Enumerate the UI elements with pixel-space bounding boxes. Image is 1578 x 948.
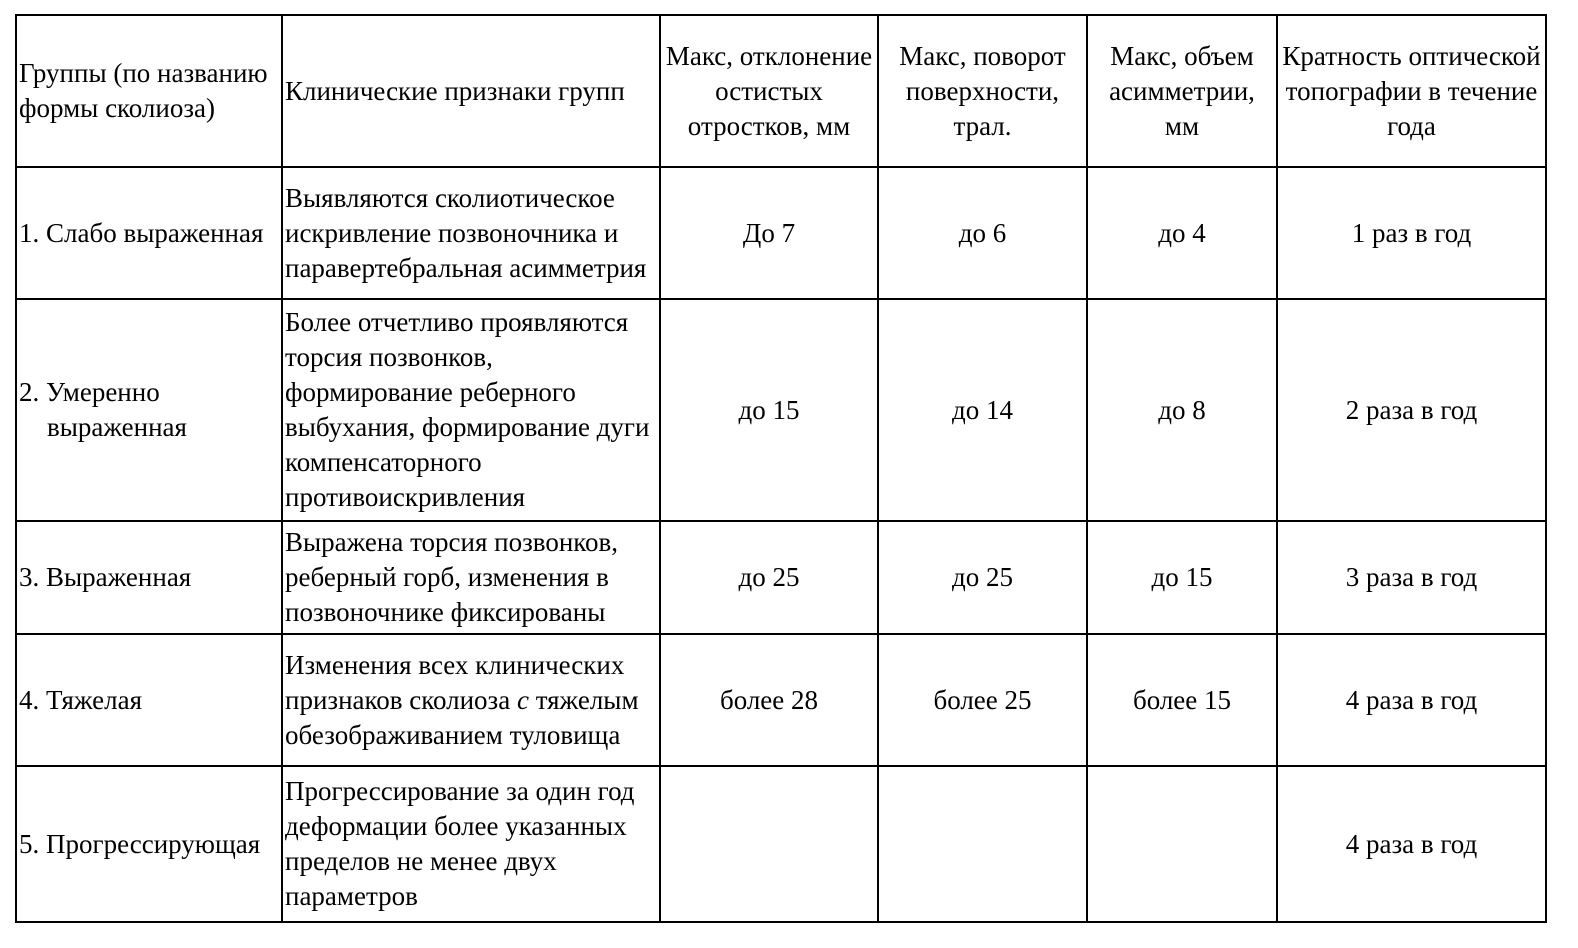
rotation-cell: [878, 766, 1087, 922]
table-row: [16, 299, 1546, 521]
volume-cell: до 4: [1087, 167, 1277, 299]
header-frequency: Кратность оптической топографии в течение года: [1277, 15, 1546, 167]
deviation-cell: до 15: [660, 299, 878, 521]
deviation-cell: более 28: [660, 634, 878, 766]
table-row: [16, 766, 1546, 922]
group-cell: [16, 299, 282, 521]
header-volume: Макс, объем асимметрии, мм: [1087, 15, 1277, 167]
frequency-cell: 2 раза в год: [1277, 299, 1546, 521]
signs-text-end: тяжелым обезображиванием туловища: [285, 684, 639, 750]
signs-cell: [282, 634, 660, 766]
table-row: [16, 634, 1546, 766]
table-row: [16, 167, 1546, 299]
frequency-cell: 3 раза в год: [1277, 521, 1546, 634]
rotation-cell: до 6: [878, 167, 1087, 299]
deviation-cell: [660, 766, 878, 922]
signs-cell: Прогрессирование за один год деформации более указанных пределов не менее двух параметров: [282, 766, 660, 922]
group-cell: 1. Слабо выраженная: [16, 167, 282, 299]
rotation-cell: до 14: [878, 299, 1087, 521]
volume-cell: более 15: [1087, 634, 1277, 766]
group-cell: 3. Выраженная: [16, 521, 282, 634]
header-group: Группы (по названию формы сколиоза): [16, 15, 282, 167]
group-cell: 4. Тяжелая: [16, 634, 282, 766]
frequency-cell: 4 раза в год: [1277, 634, 1546, 766]
scoliosis-groups-table: [15, 14, 1547, 923]
signs-cell: Более отчетливо проявляются торсия позвонков, формирование реберного выбухания, формирование дуги компенсаторного противоискривления: [282, 299, 660, 521]
volume-cell: [1087, 766, 1277, 922]
deviation-cell: До 7: [660, 167, 878, 299]
table-row: [16, 521, 1546, 634]
header-row: [16, 15, 1546, 167]
header-signs: Клинические признаки групп: [282, 15, 660, 167]
volume-cell: до 8: [1087, 299, 1277, 521]
volume-cell: до 15: [1087, 521, 1277, 634]
deviation-cell: до 25: [660, 521, 878, 634]
signs-cell: Выражена торсия позвонков, реберный горб, изменения в позвоночнике фиксированы: [282, 521, 660, 634]
group-text: 2. Умеренно выраженная: [19, 377, 187, 442]
signs-text-start: Изменения всех клинических признаков сколиоза: [285, 649, 625, 715]
signs-cell: [282, 167, 660, 299]
signs-text-italic: с: [516, 684, 529, 715]
frequency-cell: 1 раз в год: [1277, 167, 1546, 299]
group-cell: 5. Прогрессирующая: [16, 766, 282, 922]
rotation-cell: до 25: [878, 521, 1087, 634]
signs-text: Выявляются сколиотическое искривление позвоночника и паравертебральная асимметрия: [285, 182, 647, 283]
header-rotation: Макс, поворот поверхности, трал.: [878, 15, 1087, 167]
header-deviation: Макс, отклонение остистых отростков, мм: [660, 15, 878, 167]
frequency-cell: 4 раза в год: [1277, 766, 1546, 922]
rotation-cell: более 25: [878, 634, 1087, 766]
